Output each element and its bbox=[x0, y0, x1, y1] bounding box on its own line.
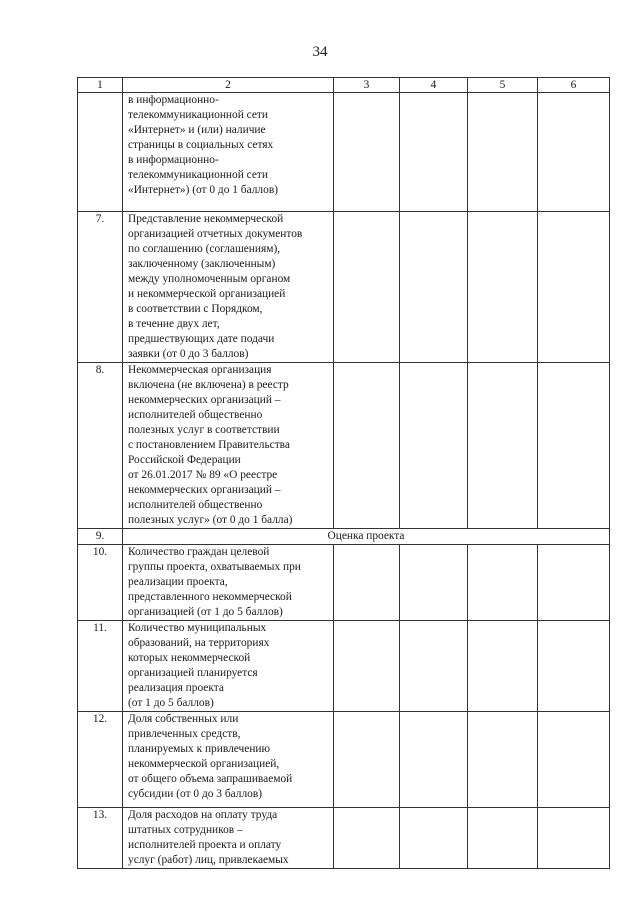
criterion-text: Некоммерческая организация включена (не включена) в реестр некоммерческих организаций – исполнителей общественно полезных услуг в соответствии с постановлением Правительства Российской Федерации от 26.01.2017 № 89 «О реестре некоммерческих организаций – исполнителей общественно полезных услуг» (от 0 до 1 балла) bbox=[123, 363, 334, 529]
table-header-row bbox=[78, 78, 610, 93]
empty-cell bbox=[468, 712, 538, 808]
table-row bbox=[78, 712, 610, 808]
criterion-text: Доля расходов на оплату труда штатных сотрудников – исполнителей проекта и оплату услуг (работ) лиц, привлекаемых bbox=[123, 808, 334, 869]
section-row bbox=[78, 529, 610, 545]
empty-cell bbox=[334, 545, 400, 621]
row-number: 12. bbox=[78, 712, 123, 808]
empty-cell bbox=[334, 212, 400, 363]
row-number: 9. bbox=[78, 529, 123, 545]
criterion-text: Количество граждан целевой группы проекта, охватываемых при реализации проекта, представленного некоммерческой организацией (от 1 до 5 баллов) bbox=[123, 545, 334, 621]
empty-cell bbox=[468, 363, 538, 529]
empty-cell bbox=[400, 712, 468, 808]
row-number: 11. bbox=[78, 621, 123, 712]
header-cell-2: 2 bbox=[123, 78, 334, 93]
empty-cell bbox=[538, 212, 610, 363]
empty-cell bbox=[538, 712, 610, 808]
header-cell-4: 4 bbox=[400, 78, 468, 93]
empty-cell bbox=[538, 621, 610, 712]
table-row bbox=[78, 93, 610, 212]
empty-cell bbox=[334, 363, 400, 529]
table-row bbox=[78, 545, 610, 621]
empty-cell bbox=[334, 621, 400, 712]
row-number: 13. bbox=[78, 808, 123, 869]
table-row bbox=[78, 363, 610, 529]
empty-cell bbox=[468, 93, 538, 212]
empty-cell bbox=[468, 545, 538, 621]
page-number: 34 bbox=[312, 44, 328, 60]
empty-cell bbox=[538, 808, 610, 869]
table-row bbox=[78, 212, 610, 363]
empty-cell bbox=[538, 545, 610, 621]
section-title: Оценка проекта bbox=[123, 529, 610, 545]
empty-cell bbox=[538, 93, 610, 212]
empty-cell bbox=[334, 93, 400, 212]
row-number: 10. bbox=[78, 545, 123, 621]
criterion-text: Представление некоммерческой организацией отчетных документов по соглашению (соглашениям), заключенному (заключенным) между уполномоченным органом и некоммерческой организацией в соответствии с Порядком, в течение двух лет, предшествующих дате подачи заявки (от 0 до 3 баллов) bbox=[123, 212, 334, 363]
empty-cell bbox=[334, 808, 400, 869]
criterion-text: Количество муниципальных образований, на территориях которых некоммерческой организацией планируется реализация проекта (от 1 до 5 баллов) bbox=[123, 621, 334, 712]
row-number: 8. bbox=[78, 363, 123, 529]
header-cell-1: 1 bbox=[78, 78, 123, 93]
criteria-table bbox=[77, 77, 610, 869]
empty-cell bbox=[468, 621, 538, 712]
row-number: 7. bbox=[78, 212, 123, 363]
header-cell-5: 5 bbox=[468, 78, 538, 93]
empty-cell bbox=[400, 363, 468, 529]
row-number bbox=[78, 93, 123, 212]
empty-cell bbox=[400, 93, 468, 212]
empty-cell bbox=[400, 545, 468, 621]
empty-cell bbox=[400, 621, 468, 712]
header-cell-3: 3 bbox=[334, 78, 400, 93]
empty-cell bbox=[400, 808, 468, 869]
empty-cell bbox=[400, 212, 468, 363]
empty-cell bbox=[538, 363, 610, 529]
criterion-text: в информационно- телекоммуникационной сети «Интернет» и (или) наличие страницы в социальных сетях в информационно- телекоммуникационной сети «Интернет») (от 0 до 1 баллов) bbox=[123, 93, 334, 212]
header-cell-6: 6 bbox=[538, 78, 610, 93]
criterion-text: Доля собственных или привлеченных средств, планируемых к привлечению некоммерческой организацией, от общего объема запрашиваемой субсидии (от 0 до 3 баллов) bbox=[123, 712, 334, 808]
empty-cell bbox=[334, 712, 400, 808]
table-row bbox=[78, 808, 610, 869]
table-row bbox=[78, 621, 610, 712]
empty-cell bbox=[468, 808, 538, 869]
empty-cell bbox=[468, 212, 538, 363]
